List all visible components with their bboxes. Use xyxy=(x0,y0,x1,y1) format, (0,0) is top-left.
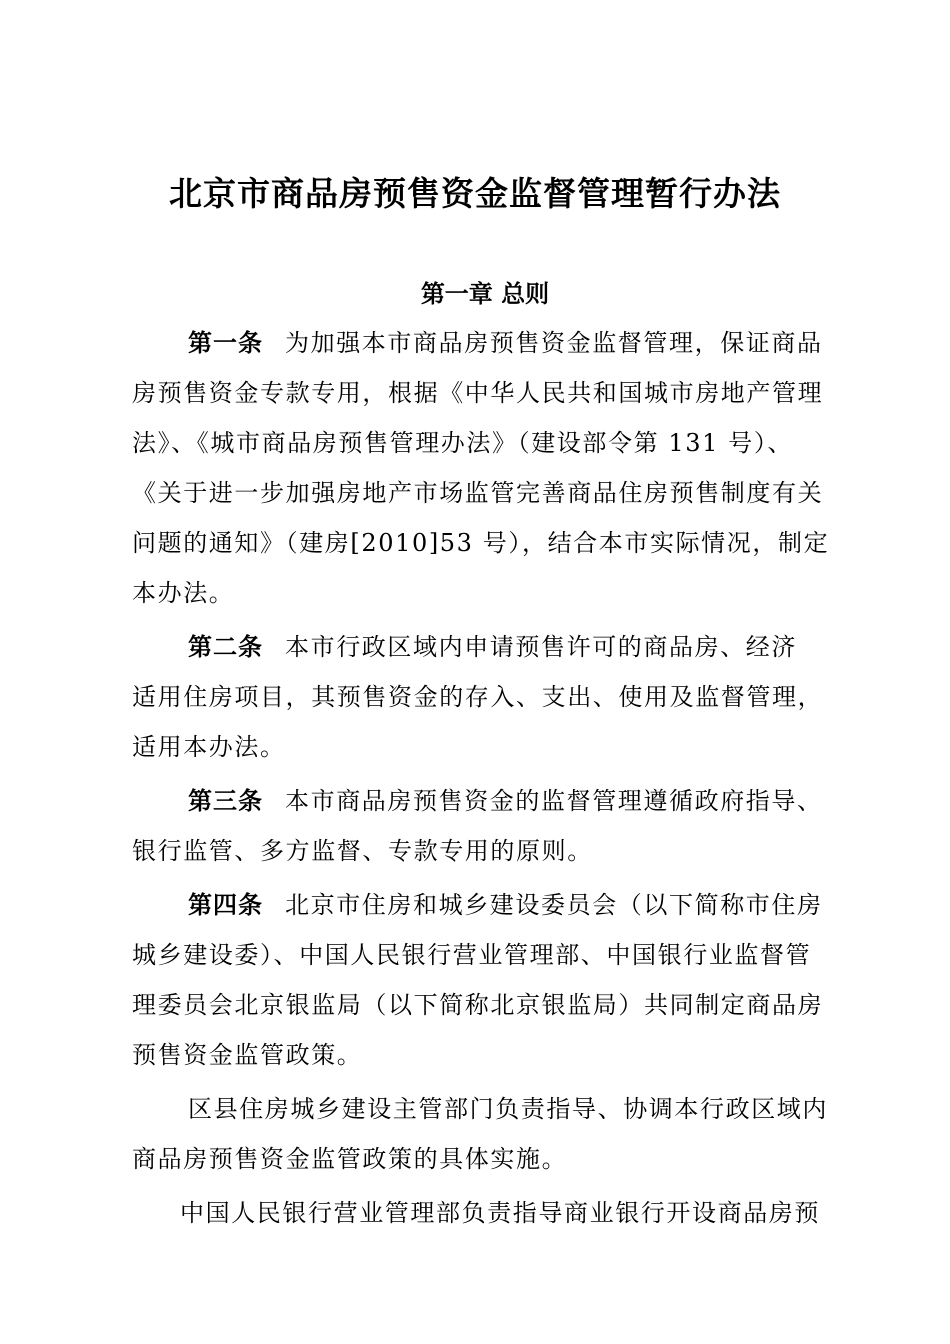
article-3-label: 第三条 xyxy=(188,787,263,815)
article-2-line-1: 第二条 本市行政区域内申请预售许可的商品房、经济 xyxy=(188,633,797,661)
article-1-line-4: 《关于进一步加强房地产市场监管完善商品住房预售制度有关 xyxy=(132,479,824,507)
article-2-line-3: 适用本办法。 xyxy=(132,733,286,761)
article-1-label: 第一条 xyxy=(188,329,263,357)
article-1-line-1: 第一条 为加强本市商品房预售资金监督管理，保证商品 xyxy=(188,329,823,357)
article-4-label: 第四条 xyxy=(188,891,263,919)
article-1-line-3: 法》、《城市商品房预售管理办法》（建设部令第 131 号）、 xyxy=(132,429,794,457)
article-2-line-2: 适用住房项目，其预售资金的存入、支出、使用及监督管理， xyxy=(132,683,824,711)
paragraph-district-line-2: 商品房预售资金监管政策的具体实施。 xyxy=(132,1145,568,1173)
article-4-line-2: 城乡建设委）、中国人民银行营业管理部、中国银行业监督管 xyxy=(132,941,812,969)
article-4-line-4: 预售资金监管政策。 xyxy=(132,1041,363,1069)
document-title: 北京市商品房预售资金监督管理暂行办法 xyxy=(169,174,781,213)
article-4-line-1: 第四条 北京市住房和城乡建设委员会（以下简称市住房 xyxy=(188,891,823,919)
article-1-line-5: 问题的通知》（建房[2010]53 号），结合本市实际情况，制定 xyxy=(132,529,830,557)
article-3-line-2: 银行监管、多方监督、专款专用的原则。 xyxy=(132,837,593,865)
article-1-line-6: 本办法。 xyxy=(132,579,235,607)
article-4-line-3: 理委员会北京银监局（以下简称北京银监局）共同制定商品房 xyxy=(132,991,824,1019)
article-2-label: 第二条 xyxy=(188,633,263,661)
chapter-heading: 第一章 总则 xyxy=(420,280,550,308)
paragraph-pboc-line-1: 中国人民银行营业管理部负责指导商业银行开设商品房预 xyxy=(180,1199,820,1227)
article-1-line-2: 房预售资金专款专用，根据《中华人民共和国城市房地产管理 xyxy=(132,379,824,407)
article-3-line-1: 第三条 本市商品房预售资金的监督管理遵循政府指导、 xyxy=(188,787,823,815)
paragraph-district-line-1: 区县住房城乡建设主管部门负责指导、协调本行政区域内 xyxy=(188,1095,828,1123)
document-body xyxy=(132,318,852,1238)
